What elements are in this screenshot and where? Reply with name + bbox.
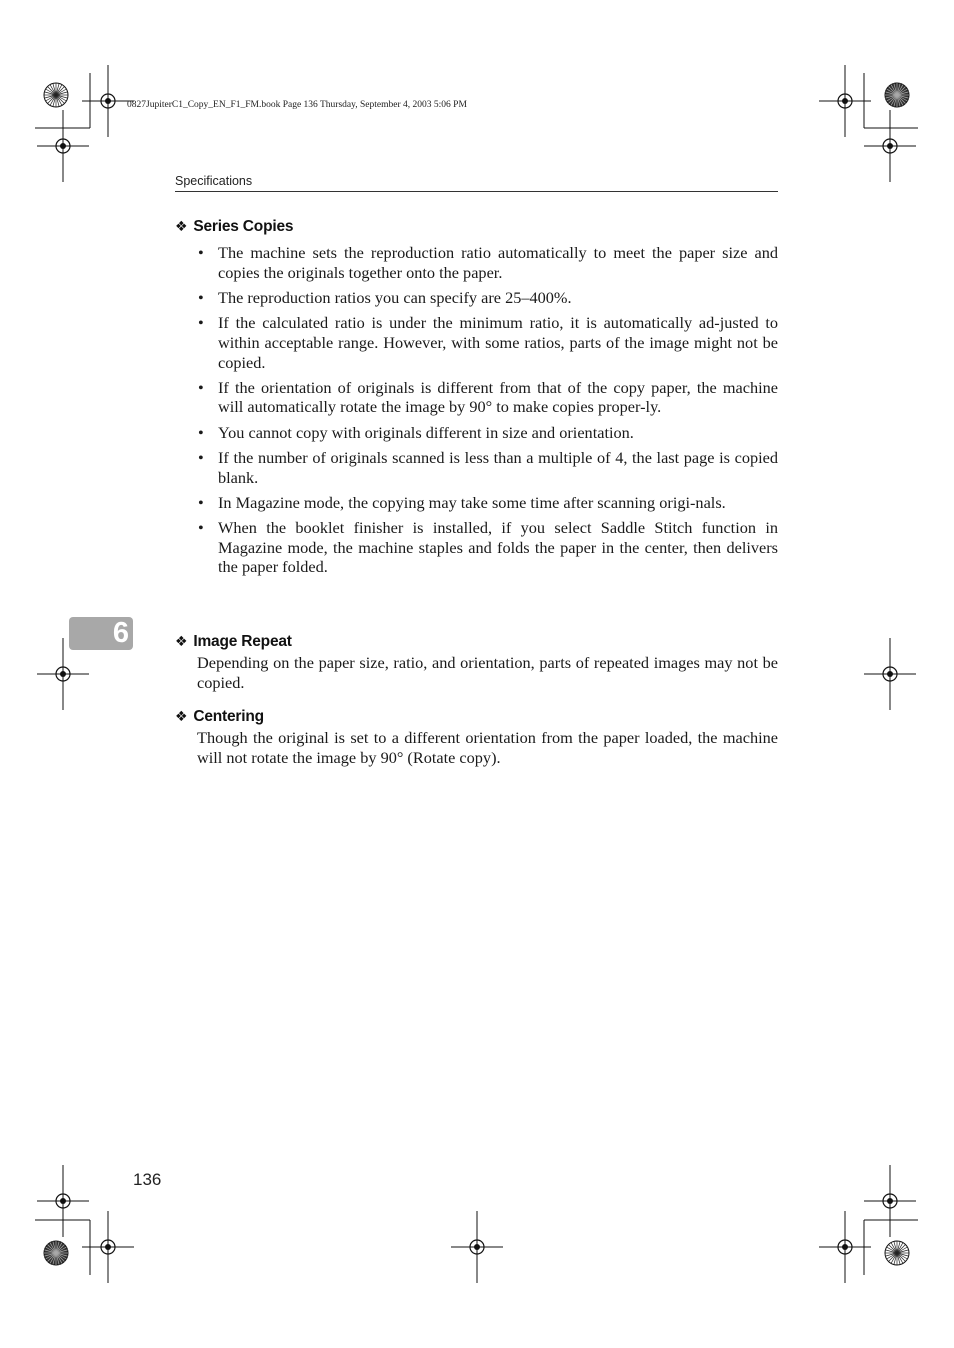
page-number: 136 (133, 1170, 162, 1189)
section-image-repeat (175, 631, 778, 692)
section-title: Centering (193, 708, 264, 725)
chapter-number: 6 (112, 617, 129, 649)
section-title: Image Repeat (193, 633, 292, 650)
section-body: Though the original is set to a different orientation from the paper loaded, the machine will not rotate the image by 90° (Rotate copy). (197, 728, 778, 767)
section-heading (175, 706, 778, 727)
section-heading (175, 216, 778, 237)
section-body: Depending on the paper size, ratio, and orientation, parts of repeated images may not be copied. (197, 653, 778, 692)
list-item: • If the orientation of originals is different from that of the copy paper, the machine will automatically rotate the image by 90° to make copies proper-ly. (218, 378, 778, 417)
list-item: • In Magazine mode, the copying may take some time after scanning origi-nals. (218, 493, 778, 513)
section-centering (175, 706, 778, 767)
running-head: Specifications (175, 174, 778, 192)
list-item: • When the booklet finisher is installed, if you select Saddle Stitch function in Magazine mode, the machine staples and folds the paper in the center, then delivers the paper folded. (218, 518, 778, 577)
diamond-bullet-icon: ❖ (175, 633, 188, 649)
file-header: 0827JupiterC1_Copy_EN_F1_FM.book Page 136 Thursday, September 4, 2003 5:06 PM (127, 100, 467, 110)
list-item: • The reproduction ratios you can specify are 25–400%. (218, 288, 778, 308)
section-series-copies (175, 216, 778, 583)
list-item: • If the calculated ratio is under the minimum ratio, it is automatically ad-justed to within acceptable range. However, with some ratios, parts of the image might not be copied. (218, 313, 778, 372)
bullet-list (175, 243, 778, 577)
chapter-tab (69, 617, 133, 650)
section-title: Series Copies (193, 218, 294, 235)
list-item: • The machine sets the reproduction ratio automatically to meet the paper size and copies the originals together onto the paper. (218, 243, 778, 282)
diamond-bullet-icon: ❖ (175, 218, 188, 234)
list-item: • If the number of originals scanned is less than a multiple of 4, the last page is copied blank. (218, 448, 778, 487)
diamond-bullet-icon: ❖ (175, 708, 188, 724)
section-heading (175, 631, 778, 652)
list-item: • You cannot copy with originals different in size and orientation. (218, 423, 778, 443)
